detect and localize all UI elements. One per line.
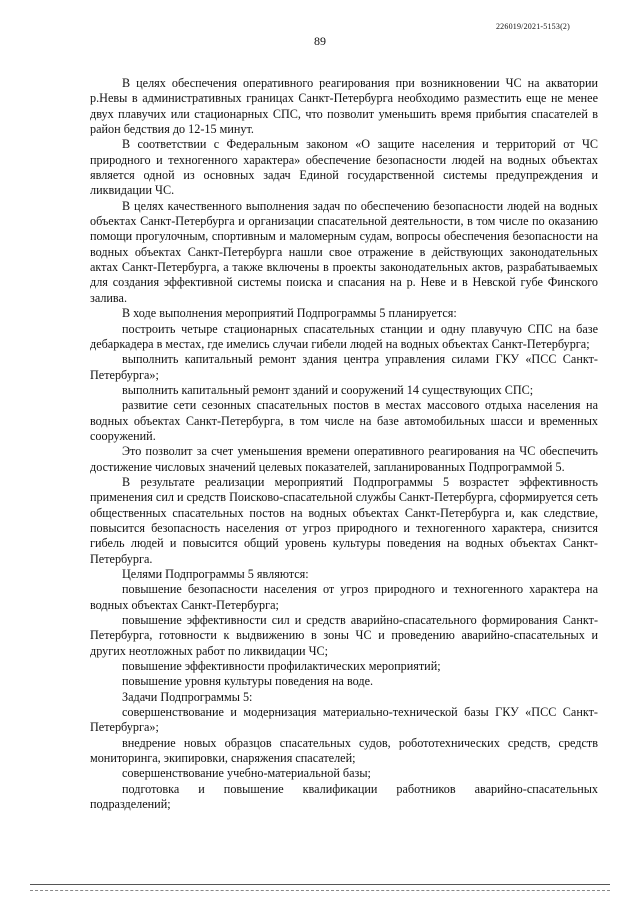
paragraph-13: повышение эффективности сил и средств аварийно-спасательного формирования Санкт-Петербурга, готовности к выдвижению в зоны ЧС и проведению аварийно-спасательных и других неотложных работ по ликвидации ЧС; bbox=[90, 613, 598, 658]
footer-dashed-rule bbox=[30, 890, 610, 891]
paragraph-16: Задачи Подпрограммы 5: bbox=[122, 689, 253, 704]
paragraph-9: Это позволит за счет уменьшения времени оперативного реагирования на ЧС обеспечить достижение числовых значений целевых показателей, запланированных Подпрограммой 5. bbox=[90, 444, 598, 474]
paragraph-20: подготовка и повышение квалификации работников аварийно-спасательных подразделений; bbox=[90, 781, 598, 812]
paragraph-12: повышение безопасности населения от угроз природного и техногенного характера на водных объектах Санкт-Петербурга; bbox=[90, 582, 598, 612]
page-number: 89 bbox=[314, 34, 326, 48]
paragraph-5: построить четыре стационарных спасательных станции и одну плавучую СПС на базе дебаркадера в местах, где имелись случаи гибели людей на водных объектах Санкт-Петербурга; bbox=[90, 321, 598, 351]
paragraph-3: В целях качественного выполнения задач по обеспечению безопасности людей на водных объектах Санкт-Петербурга и организации спасательной деятельности, в том числе по оказанию помощи прогулочным, спортивным и маломерным судам, вопросы обеспечения безопасности на водных объектах Санкт-Петербурга нашли свое отражение в действующих законодательных актах Санкт-Петербурга, а также включены в проекты законодательных актов, разрабатываемых для создания эффективной системы поиска и спасания на р. Неве и в Невской губе Финского залива. bbox=[90, 198, 598, 305]
paragraph-4: В ходе выполнения мероприятий Подпрограммы 5 планируется: bbox=[122, 306, 457, 321]
footer-rule bbox=[30, 884, 610, 885]
paragraph-10: В результате реализации мероприятий Подпрограммы 5 возрастет эффективность применения сил и средств Поисково-спасательной службы Санкт-Петербурга, сформируется сеть общественных спасательных постов на водных объектах Санкт-Петербурга и, как следствие, повысится безопасность населения от угроз природного и техногенного характера, снизится гибель людей и повысится общий уровень культуры поведения на водных объектах Санкт-Петербурга. bbox=[90, 474, 598, 566]
paragraph-8: развитие сети сезонных спасательных постов в местах массового отдыха населения на водных объектах Санкт-Петербурга, в том числе на базе автомобильных шасси и временных сооружений. bbox=[90, 398, 598, 443]
paragraph-6: выполнить капитальный ремонт здания центра управления силами ГКУ «ПСС Санкт-Петербурга»; bbox=[90, 352, 598, 382]
paragraph-18: внедрение новых образцов спасательных судов, робототехнических средств, средств мониторинга, экипировки, снаряжения спасателей; bbox=[90, 735, 598, 766]
paragraph-19: совершенствование учебно-материальной базы; bbox=[122, 766, 371, 781]
paragraph-14: повышение эффективности профилактических мероприятий; bbox=[122, 659, 441, 674]
paragraph-15: повышение уровня культуры поведения на воде. bbox=[122, 674, 374, 689]
paragraph-1: В целях обеспечения оперативного реагирования при возникновении ЧС на акватории р.Невы в административных границах Санкт-Петербурга необходимо разместить еще не менее двух плавучих или стационарных СПС, что позволит уменьшить время прибытия спасателей в район бедствия до 12-15 минут. bbox=[90, 76, 598, 137]
document-body bbox=[90, 76, 598, 813]
paragraph-7: выполнить капитальный ремонт зданий и сооружений 14 существующих СПС; bbox=[122, 382, 534, 397]
paragraph-17: совершенствование и модернизация материально-технической базы ГКУ «ПСС Санкт-Петербурга»; bbox=[90, 705, 598, 735]
document-id: 226019/2021-5153(2) bbox=[495, 22, 570, 31]
paragraph-11: Целями Подпрограммы 5 являются: bbox=[122, 567, 309, 581]
paragraph-2: В соответствии с Федеральным законом «О защите населения и территорий от ЧС природного и техногенного характера» обеспечение безопасности людей на водных объектах является одной из основных задач Единой государственной системы предупреждения и ликвидации ЧС. bbox=[90, 137, 598, 198]
